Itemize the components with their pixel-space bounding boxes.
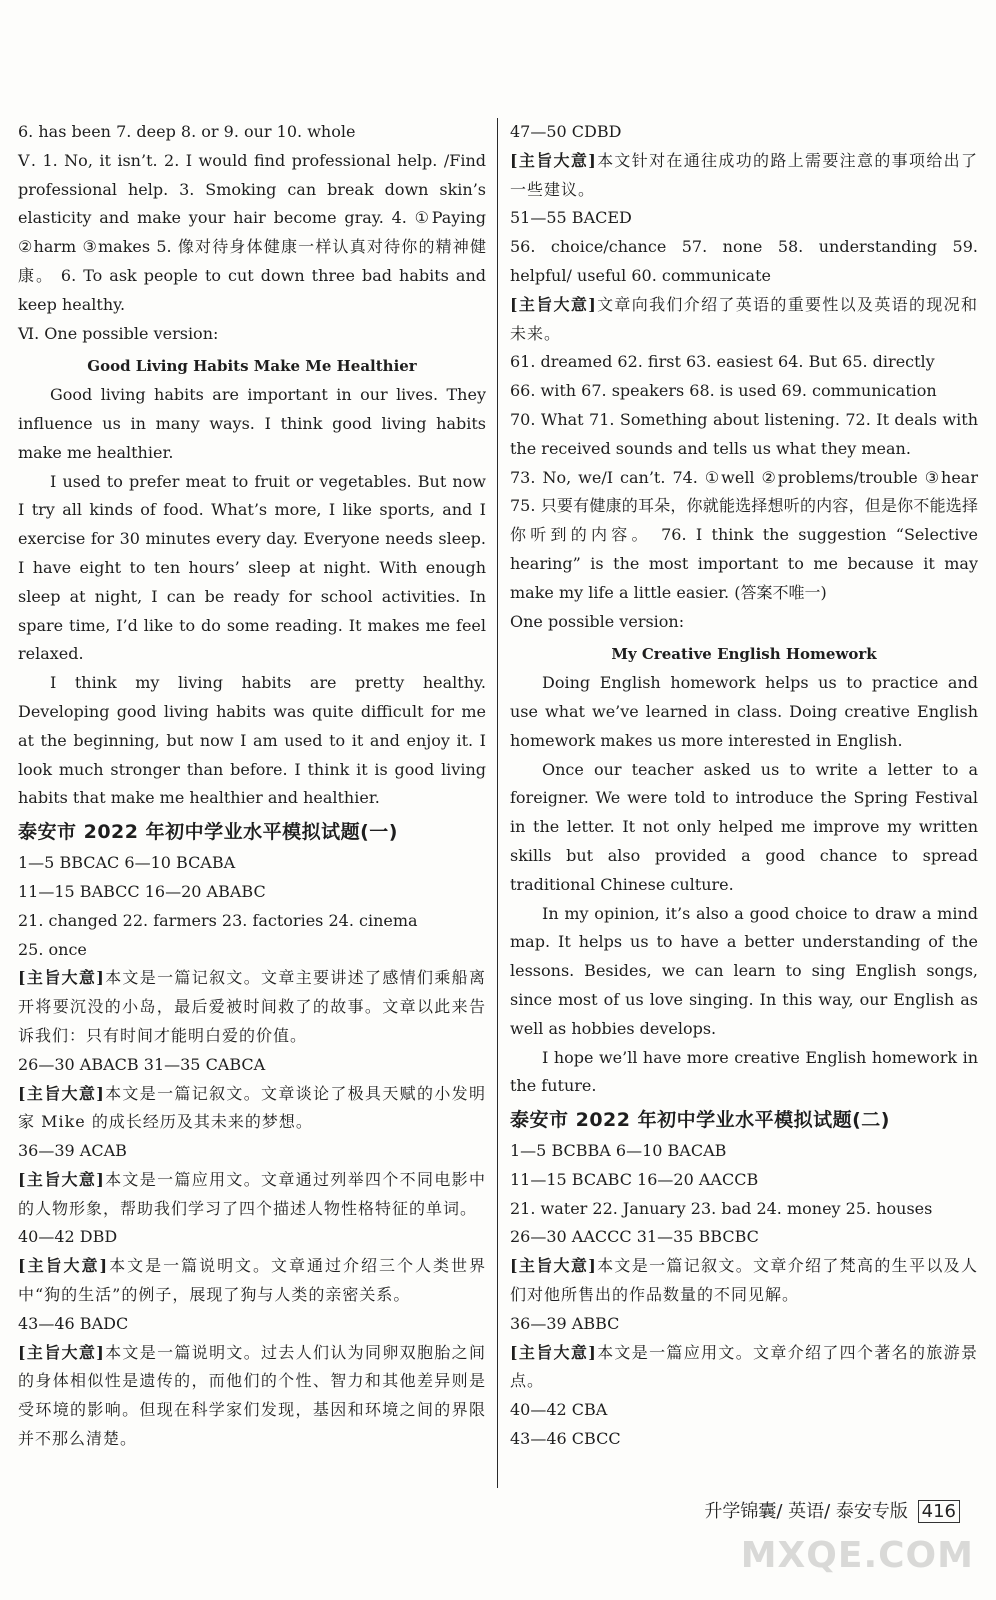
summary-text: 本文是一篇记叙文。文章主要讲述了感情们乘船离开将要沉没的小岛，最后爱被时间救了的故事。文章以此来告诉我们：只有时间才能明白爱的价值。 (18, 968, 486, 1045)
summary-block (510, 1252, 978, 1310)
answer-line: 43—46 CBCC (510, 1429, 621, 1449)
summary-block (18, 1252, 486, 1310)
answer-line: 36—39 ABBC (510, 1313, 620, 1333)
section-heading: 泰安市 2022 年初中学业水平模拟试题(二) (510, 1109, 890, 1132)
answer-line: 70. What 71. Something about listening. 72. It deals with the received sounds and tells us what they mean. (510, 409, 978, 458)
summary-block (510, 291, 978, 349)
answer-line: 26—30 ABACB 31—35 CABCA (18, 1054, 266, 1074)
essay-paragraph: Doing English homework helps us to practice and use what we’ve learned in class. Doing creative English homework makes us more interested in English. (510, 673, 978, 750)
summary-label: [主旨大意] (18, 1083, 105, 1103)
answer-line: 66. with 67. speakers 68. is used 69. communication (510, 381, 937, 401)
summary-label: [主旨大意] (510, 1342, 597, 1362)
book-title: 升学锦囊/ 英语/ 泰安专版 (704, 1501, 908, 1522)
answer-line: 6. has been 7. deep 8. or 9. our 10. whole (18, 122, 356, 141)
answer-line: 56. choice/chance 57. none 58. understanding 59. helpful/ useful 60. communicate (510, 237, 978, 285)
answer-line: 11—15 BABCC 16—20 ABABC (18, 881, 266, 901)
answer-line: 1—5 BBCAC 6—10 BCABA (18, 853, 236, 873)
summary-block (18, 1080, 486, 1138)
answer-line: 25. once (18, 939, 87, 959)
summary-text: 本文是一篇说明文。文章通过介绍三个人类世界中“狗的生活”的例子，展现了狗与人类的亲密关系。 (18, 1256, 486, 1305)
summary-block (18, 964, 486, 1050)
answer-line: 61. dreamed 62. first 63. easiest 64. But 65. directly (510, 352, 935, 372)
answer-line: 11—15 BCABC 16—20 AACCB (510, 1169, 759, 1189)
essay-title: My Creative English Homework (611, 645, 877, 664)
summary-label: [主旨大意] (18, 1342, 105, 1362)
column-divider (497, 118, 498, 1488)
answer-line: 26—30 AACCC 31—35 BBCBC (510, 1227, 759, 1247)
answer-block: Ⅴ. 1. No, it isn’t. 2. I would find professional help. /Find professional help. 3. Smoking can break down skin’s elasticity and make your hair become gray. 4. ①Paying ②harm ③makes 5. 像对待身体健康一样认真对待你的精神健康。 6. To ask people to cut down three bad habits and keep healthy. (18, 150, 486, 314)
answer-line: 40—42 CBA (510, 1400, 608, 1420)
summary-text: 本文是一篇应用文。文章介绍了四个著名的旅游景点。 (510, 1342, 978, 1391)
section-heading: 泰安市 2022 年初中学业水平模拟试题(一) (18, 821, 398, 844)
summary-text: 本文针对在通往成功的路上需要注意的事项给出了一些建议。 (510, 150, 978, 199)
essay-paragraph: I hope we’ll have more creative English homework in the future. (510, 1047, 978, 1096)
answer-line: Ⅵ. One possible version: (18, 323, 219, 343)
summary-block (18, 1166, 486, 1224)
page-footer (704, 1497, 960, 1523)
essay-paragraph: Good living habits are important in our lives. They influence us in many ways. I think good living habits make me healthier. (18, 385, 486, 462)
essay-paragraph: Once our teacher asked us to write a letter to a foreigner. We were told to introduce the Spring Festival in the letter. It not only helped me improve my written skills but also provided a good chance to spread traditional Chinese culture. (510, 759, 978, 894)
summary-label: [主旨大意] (18, 1169, 105, 1189)
summary-label: [主旨大意] (510, 1256, 597, 1276)
answer-block: 73. No, we/I can’t. 74. ①well ②problems/trouble ③hear 75. 只要有健康的耳朵，你就能选择想听的内容，但是你不能选择你听到的内容。 76. I think the suggestion “Selective hearing” is the most important to me because it may make my life a little easier. (答案不唯一) (510, 467, 978, 602)
summary-block (510, 147, 978, 205)
answer-line: One possible version: (510, 611, 685, 631)
right-column (510, 118, 978, 1454)
summary-label: [主旨大意] (510, 150, 597, 170)
summary-text: 文章向我们介绍了英语的重要性以及英语的现况和未来。 (510, 294, 978, 343)
essay-paragraph: I think my living habits are pretty healthy. Developing good living habits was quite difficult for me at the beginning, but now I am used to it and enjoy it. I look much stronger than before. I think it is good living habits that make me healthier and healthier. (18, 673, 486, 808)
summary-text: 本文是一篇应用文。文章通过列举四个不同电影中的人物形象，帮助我们学习了四个描述人物性格特征的单词。 (18, 1169, 486, 1218)
answer-line: 36—39 ACAB (18, 1141, 127, 1161)
answer-line: 21. changed 22. farmers 23. factories 24. cinema (18, 910, 418, 930)
summary-block (18, 1339, 486, 1454)
answer-line: 1—5 BCBBA 6—10 BACAB (510, 1141, 727, 1161)
summary-block (510, 1339, 978, 1397)
answer-line: 51—55 BACED (510, 208, 632, 228)
summary-text: 本文是一篇说明文。过去人们认为同卵双胞胎之间的身体相似性是遗传的，而他们的个性、智力和其他差异则是受环境的影响。但现在科学家们发现，基因和环境之间的界限并不那么清楚。 (18, 1342, 486, 1449)
answer-line: 43—46 BADC (18, 1313, 129, 1333)
summary-label: [主旨大意] (18, 1256, 109, 1276)
answer-line: 40—42 DBD (18, 1227, 118, 1247)
summary-label: [主旨大意] (510, 294, 597, 314)
summary-text: 本文是一篇记叙文。文章介绍了梵高的生平以及人们对他所售出的作品数量的不同见解。 (510, 1256, 978, 1305)
summary-label: [主旨大意] (18, 968, 105, 988)
left-column (18, 118, 486, 1454)
essay-paragraph: I used to prefer meat to fruit or vegetables. But now I try all kinds of food. What’s more, I like sports, and I exercise for 30 minutes every day. Everyone needs sleep. I have eight to ten hours’ sleep at night. With enough sleep at night, I can be ready for school activities. In spare time, I’d like to do some reading. It makes me feel relaxed. (18, 471, 486, 664)
essay-paragraph: In my opinion, it’s also a good choice to draw a mind map. It helps us to have a better understanding of the lessons. Besides, we can learn to sing English songs, since most of us love singing. In this way, our English as well as hobbies develops. (510, 903, 978, 1038)
summary-text: 本文是一篇记叙文。文章谈论了极具天赋的小发明家 Mike 的成长经历及其未来的梦想。 (18, 1083, 486, 1132)
essay-title: Good Living Habits Make Me Healthier (87, 357, 417, 376)
answer-line: 21. water 22. January 23. bad 24. money 25. houses (510, 1198, 933, 1218)
page-number: 416 (918, 1500, 960, 1523)
watermark: MXQE.COM (740, 1535, 974, 1576)
answer-line: 47—50 CDBD (510, 122, 622, 141)
